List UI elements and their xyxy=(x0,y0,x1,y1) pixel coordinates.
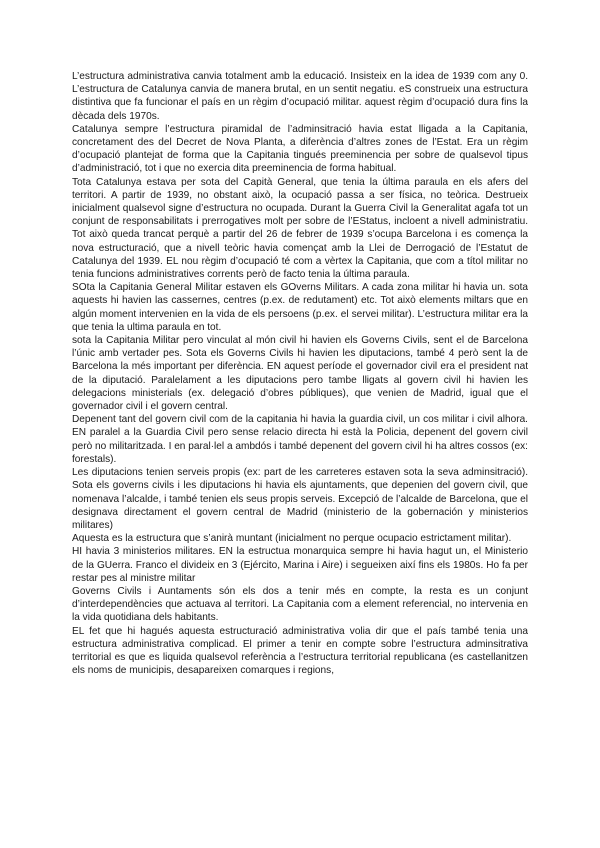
paragraph-3: Tota Catalunya estava per sota del Capità General, que tenia la última paraula en els afers del territori. A partir de 1939, no obstant això, la ocupació passa a ser física, no teòrica. Destrueix inicialment qualsevol signe d’estructura no ocupada. Durant la Guerra Civil la Generalitat agafa tot un conjunt de responsabilitats i prerrogatives molt per sobre de l’EStatus, incloent a nivell administratiu. Tot això queda trancat perquè a partir del 26 de febrer de 1939 s’ocupa Barcelona i es comença la nova estructuració, que a nivell teòric havia començat amb la Llei de Derrogació de l’Estatut de Catalunya del 1939. EL nou règim d’ocupació té com a vèrtex la Capitania, que com a títol militar no tenia funcions administratives corrents però de facto tenia la última paraula. xyxy=(72,176,528,281)
paragraph-1: L’estructura administrativa canvia totalment amb la educació. Insisteix en la idea de 1939 com any 0. L’estructura de Catalunya canvia de manera brutal, en un sentit negatiu. eS construeix una estructura distintiva que fa funcionar el país en un règim d’ocupació militar. aquest règim d’ocupació dura fins la dècada dels 1970s. xyxy=(72,71,528,122)
paragraph-7: Les diputacions tenien serveis propis (ex: part de les carreteres estaven sota la seva adminsitració). Sota els governs civils i les diputacions hi havia els ajuntaments, que depenien del govern civil, que nomenava l’alcalde, i també tenien els seus propis serveis. Excepció de l’alcalde de Barcelona, que el designava directament el govern central de Madrid (ministerio de la gobernación y ministerios militares) xyxy=(72,467,528,531)
document-body xyxy=(72,70,528,677)
paragraph-6: Depenent tant del govern civil com de la capitania hi havia la guardia civil, un cos militar i civil alhora. EN paralel a la Guardia Civil pero sense relacio directa hi està la Policia, depenent del govern civil però no militaritzada. I en paral·lel a ambdós i també depenent del govern civil hi ha altres cossos (ex: forestals). xyxy=(72,414,528,465)
paragraph-10: Governs Civils i Auntaments són els dos a tenir més en compte, la resta es un conjunt d’interdependències que actuava al territori. La Capitania com a element referencial, no intervenia en la vida quotidiana dels habitants. xyxy=(72,585,528,624)
paragraph-2: Catalunya sempre l’estructura piramidal de l’adminsitració havia estat lligada a la Capitania, concretament des del Decret de Nova Planta, a diferència d’altres zones de l’Estat. Era un règim d’ocupació plantejat de forma que la Capitania tingués preeminencia per sobre de qualsevol tipus d’administració, tot i que no exercia dita preeminencia de forma habitual. xyxy=(72,123,528,175)
paragraph-8: Aquesta es la estructura que s’anirà muntant (inicialment no perque ocupacio estrictament militar). xyxy=(72,533,512,545)
paragraph-9: HI havia 3 ministerios militares. EN la estructua monarquica sempre hi havia hagut un, el Ministerio de la GUerra. Franco el divideix en 3 (Ejército, Marina i Aire) i segueixen així fins els 1980s. Ho fa per restar pes al ministre militar xyxy=(72,546,528,584)
paragraph-4: SOta la Capitania General Militar estaven els GOverns Militars. A cada zona militar hi havia un. sota aquests hi havien las cassernes, centres (p.ex. de redutament) etc. Tot això elements miltars que en algún moment intervenien en la vida de els persoens (p.ex. el servei militar). L’estructura militar era la que tenia la ultima paraula en tot. xyxy=(72,282,528,333)
paragraph-11: EL fet que hi hagués aquesta estructuració administrativa volia dir que el país també tenia una estructura administrativa complicad. El primer a tenir en compte sobre l’estructura adminsitrativa territorial es que es liquida qualsevol referència a l’estructura territorial republicana (es castellanitzen els noms de municipis, desapareixen comarques i regions, xyxy=(72,625,528,677)
paragraph-5: sota la Capitania Militar pero vinculat al món civil hi havien els Governs Civils, sent el de Barcelona l’únic amb vertader pes. Sota els Governs Civils hi havien les diputacions, també 4 però sent la de Barcelona la més important per diferència. EN aquest període el governador civil era el president nat de la diputació. Paralelament a les diputacions pero tambe lligats al govern civil hi havien les delegacions ministerials (ex. delegació d’obres públiques), que venien de Madrid, igual que el governador civil i el govern central. xyxy=(72,335,528,413)
